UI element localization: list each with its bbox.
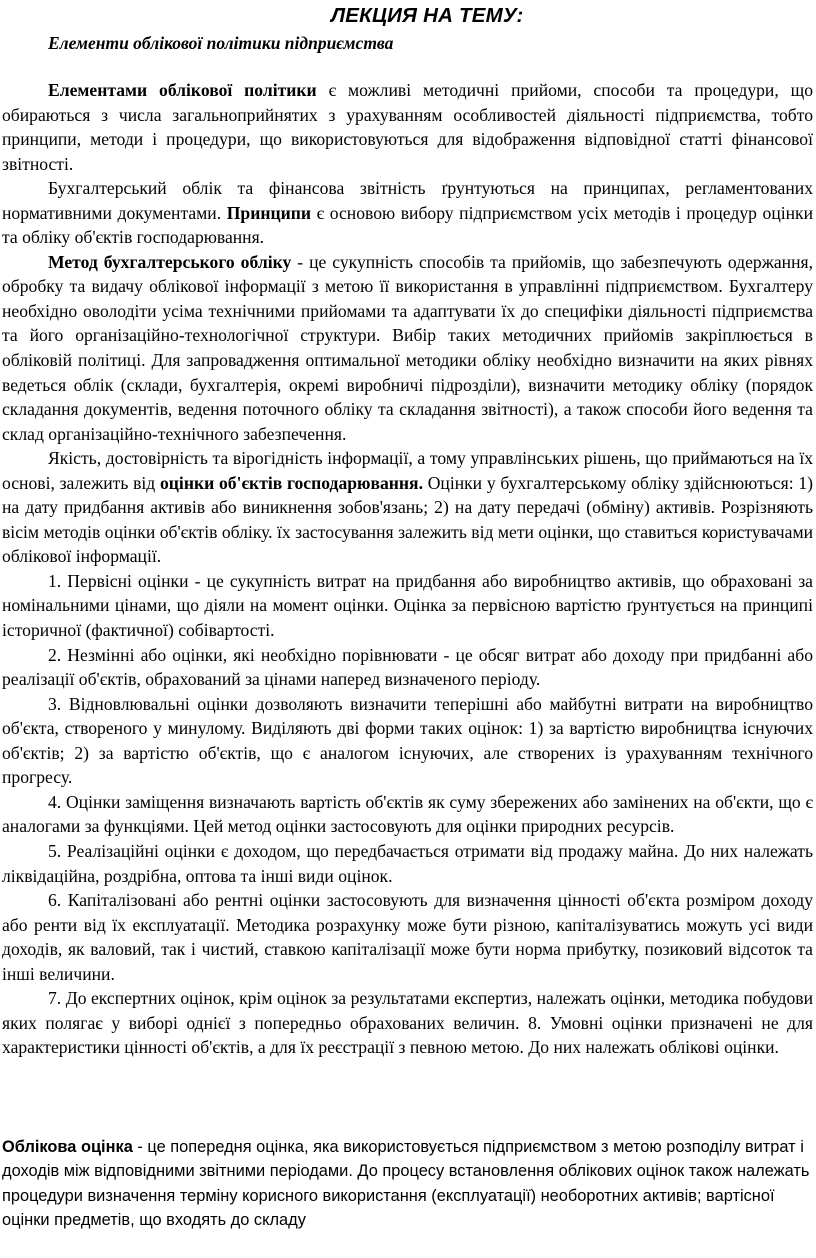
- paragraph-accounting-policy-elements: [2, 78, 813, 176]
- paragraph-accounting-estimate: [2, 1135, 813, 1233]
- list-item-realization-valuation: 5. Реалізаційні оцінки є доходом, що передбачається отримати від продажу майна. До них належать ліквідаційна, роздрібна, оптова та інші види оцінок.: [2, 840, 813, 886]
- paragraph-text: є основою вибору підприємством усіх методів і процедур оцінки та обліку об'єктів господарювання.: [2, 202, 813, 248]
- paragraph-text: Якість, достовірність та вірогідність інформації, а тому управлінських рішень, що приймаються на їх основі, залежить від: [2, 448, 813, 493]
- paragraph-text: - це попередня оцінка, яка використовується підприємством з метою розподілу витрат і доходів між відповідними звітними періодами. До процесу встановлення облікових оцінок також належать процедури визначення терміну корисного використання (експлуатації) необоротних активів; вартісної оцінки предметів, що входять до складу: [2, 1138, 810, 1230]
- lecture-subtitle: Елементи облікової політики підприємства: [48, 33, 394, 53]
- list-item-constant-valuation: 2. Незмінні або оцінки, які необхідно порівнювати - це обсяг витрат або доходу при придбанні або реалізації об'єктів, обрахований за цінами наперед визначеного періоду.: [2, 644, 813, 690]
- paragraph-text: Бухгалтерський облік та фінансова звітність ґрунтуються на принципах, регламентованих нормативними документами.: [2, 178, 813, 223]
- list-item-restoration-valuation: 3. Відновлювальні оцінки дозволяють визначити теперішні або майбутні витрати на виробництво об'єкта, створеного у минулому. Виділяють дві форми таких оцінок: 1) за вартістю виробництва існуючих об'єктів; 2) за вартістю об'єктів, що є аналогом існуючих, але створених із урахуванням технічного прогресу.: [2, 693, 813, 788]
- term-policy-elements: Елементами облікової політики: [48, 80, 317, 100]
- lecture-body: [2, 78, 813, 1060]
- paragraph-text: є можливі методичні прийоми, способи та процедури, що обираються з числа загальноприйнятих з урахуванням особливостей діяльності підприємства, тобто принципи, методи і процедури, що використовуються для відображення відповідної статті фінансової звітності.: [2, 80, 813, 174]
- list-item-capitalized-valuation: 6. Капіталізовані або рентні оцінки застосовують для визначення цінності об'єкта розміром доходу або ренти від їх експлуатації. Методика розрахунку може бути різною, капіталізуватись можуть усі види доходів, як валовий, так і чистий, ставкою капіталізації може бути норма прибутку, позиковий відсоток та інші величини.: [2, 890, 813, 984]
- list-item-replacement-valuation: 4. Оцінки заміщення визначають вартість об'єктів як суму збережених або замінених на об'єкти, що є аналогами за функціями. Цей метод оцінки застосовують для оцінки природних ресурсів.: [2, 791, 813, 837]
- term-accounting-estimate: Облікова оцінка: [2, 1138, 133, 1156]
- lecture-title: ЛЕКЦИЯ НА ТЕМУ:: [331, 4, 524, 27]
- paragraph-text: - це сукупність способів та прийомів, що забезпечують одержання, обробку та видачу облікової інформації з метою її використання в управлінні підприємством. Бухгалтеру необхідно оволодіти усіма технічними прийомами та адаптувати їх до специфіки діяльності підприємства та його організаційно-технологічної структури. Вибір таких методичних прийомів закріплюється в обліковій політиці. Для запровадження оптимальної методики обліку необхідно визначити на яких рівнях ведеться облік (склади, бухгалтерія, окремі виробничі підрозділи), визначити методику обліку (порядок складання документів, ведення поточного обліку та складання звітності), а також способи його ведення та склад організаційно-технічного забезпечення.: [2, 251, 813, 444]
- term-object-valuation: оцінки об'єктів господарювання.: [160, 472, 423, 493]
- term-principles: Принципи: [226, 202, 312, 223]
- paragraph-principles: [2, 176, 813, 250]
- list-item-expert-valuation: 7. До експертних оцінок, крім оцінок за результатами експертиз, належать оцінки, методика побудови яких полягає у виборі однієї з попередньо обрахованих величин. 8. Умовні оцінки призначені не для характеристики цінності об'єктів, а для їх реєстрації з певною метою. До них належать облікові оцінки.: [2, 988, 813, 1058]
- paragraph-text: Оцінки у бухгалтерському обліку здійснюються: 1) на дату придбання активів або виникнення зобов'язань; 2) на дату передачі (обміну) активів. Розрізняють вісім методів оцінки об'єктів обліку. їх застосування залежить від мети оцінки, що ставиться користувачами облікової інформації.: [2, 472, 813, 567]
- paragraph-accounting-method: [2, 250, 813, 446]
- list-item-initial-valuation: 1. Первісні оцінки - це сукупність витрат на придбання або виробництво активів, що обраховані за номінальними цінами, що діяли на момент оцінки. Оцінка за первісною вартістю ґрунтується на принципі історичної (фактичної) собівартості.: [2, 570, 813, 641]
- term-accounting-method: Метод бухгалтерського обліку: [48, 251, 292, 272]
- paragraph-valuation: [2, 446, 813, 569]
